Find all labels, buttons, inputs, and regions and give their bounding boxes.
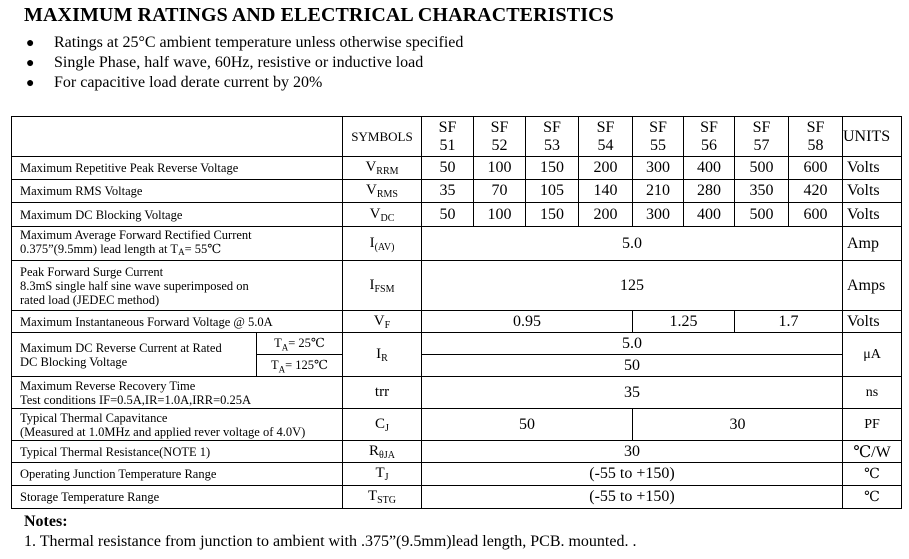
part-header: SF 53 xyxy=(526,117,579,157)
table-row xyxy=(12,180,902,203)
value-cell: 300 xyxy=(633,157,684,180)
unit-cell: PF xyxy=(843,409,902,441)
symbol-cell: $I_{FSM}$ xyxy=(343,261,422,311)
value-cell: 400 xyxy=(684,157,735,180)
value-cell: 50 xyxy=(422,203,474,227)
symbol-cell: trr xyxy=(343,377,422,409)
part-header: SF 54 xyxy=(579,117,633,157)
table-row xyxy=(12,409,902,441)
param-label: Storage Temperature Range xyxy=(12,486,343,509)
table-row xyxy=(12,203,902,227)
unit-cell: Volts xyxy=(843,180,902,203)
note-item: 1. Thermal resistance from junction to ambient with .375”(9.5mm)lead length, PCB. mounted. . xyxy=(24,533,637,550)
symbols-header: SYMBOLS xyxy=(343,117,422,157)
value-cell: 35 xyxy=(422,377,843,409)
table-row xyxy=(12,377,902,409)
value-cell: 500 xyxy=(735,203,789,227)
value-cell: 400 xyxy=(684,203,735,227)
value-cell: 600 xyxy=(789,157,843,180)
unit-cell: ns xyxy=(843,377,902,409)
value-cell: 30 xyxy=(633,409,843,441)
value-cell: 5.0 xyxy=(422,227,843,261)
param-label: Peak Forward Surge Current 8.3mS single half sine wave superimposed on rated load (JEDEC method) xyxy=(12,261,343,311)
list-item: ● For capacitive load derate current by 20% xyxy=(26,74,323,91)
value-cell: 140 xyxy=(579,180,633,203)
value-cell: (-55 to +150) xyxy=(422,463,843,486)
param-label: Maximum DC Reverse Current at Rated DC Blocking Voltage xyxy=(12,333,257,377)
value-cell: 600 xyxy=(789,203,843,227)
value-cell: 50 xyxy=(422,355,843,377)
conditions-list xyxy=(26,33,463,93)
list-item: ● Single Phase, half wave, 60Hz, resistive or inductive load xyxy=(26,54,424,71)
list-item: ● Ratings at 25°C ambient temperature unless otherwise specified xyxy=(26,34,464,51)
unit-cell: ℃/W xyxy=(843,441,902,463)
value-cell: 200 xyxy=(579,203,633,227)
table-row xyxy=(12,463,902,486)
table-header-row xyxy=(12,117,902,157)
unit-cell: Amp xyxy=(843,227,902,261)
table-row xyxy=(12,441,902,463)
symbol-cell: $T_{STG}$ xyxy=(343,486,422,509)
value-cell: 300 xyxy=(633,203,684,227)
value-cell: 280 xyxy=(684,180,735,203)
param-label: Maximum DC Blocking Voltage xyxy=(12,203,343,227)
value-cell: 420 xyxy=(789,180,843,203)
param-label: Operating Junction Temperature Range xyxy=(12,463,343,486)
header-blank xyxy=(12,117,343,157)
value-cell: 150 xyxy=(526,157,579,180)
table-row xyxy=(12,311,902,333)
unit-cell: Volts xyxy=(843,311,902,333)
part-header: SF 51 xyxy=(422,117,474,157)
value-cell: 0.95 xyxy=(422,311,633,333)
symbol-cell: $V_{RRM}$ xyxy=(343,157,422,180)
unit-cell: Volts xyxy=(843,203,902,227)
units-header: UNITS xyxy=(843,117,902,157)
value-cell: 210 xyxy=(633,180,684,203)
unit-cell: Amps xyxy=(843,261,902,311)
value-cell: (-55 to +150) xyxy=(422,486,843,509)
part-header: SF 57 xyxy=(735,117,789,157)
value-cell: 70 xyxy=(474,180,526,203)
value-cell: 30 xyxy=(422,441,843,463)
ratings-table xyxy=(11,116,902,509)
value-cell: 50 xyxy=(422,157,474,180)
param-label: Maximum Repetitive Peak Reverse Voltage xyxy=(12,157,343,180)
condition-cell: $T_A=$ 125℃ xyxy=(257,355,343,377)
symbol-cell: $V_{DC}$ xyxy=(343,203,422,227)
condition-cell: $T_A=$ 25℃ xyxy=(257,333,343,355)
value-cell: 105 xyxy=(526,180,579,203)
symbol-cell: $T_J$ xyxy=(343,463,422,486)
page-title: MAXIMUM RATINGS AND ELECTRICAL CHARACTERISTICS xyxy=(24,4,614,26)
value-cell: 350 xyxy=(735,180,789,203)
unit-cell: ℃ xyxy=(843,486,902,509)
notes-heading: Notes: xyxy=(24,513,68,530)
value-cell: 1.7 xyxy=(735,311,843,333)
unit-cell: Volts xyxy=(843,157,902,180)
table-row xyxy=(12,261,902,311)
value-cell: 5.0 xyxy=(422,333,843,355)
value-cell: 200 xyxy=(579,157,633,180)
part-header: SF 52 xyxy=(474,117,526,157)
notes-section xyxy=(24,512,636,552)
param-label: Maximum RMS Voltage xyxy=(12,180,343,203)
unit-cell: μA xyxy=(843,333,902,377)
table-row xyxy=(12,486,902,509)
symbol-cell: $V_F$ xyxy=(343,311,422,333)
symbol-cell: $I_R$ xyxy=(343,333,422,377)
part-header: SF 58 xyxy=(789,117,843,157)
table-row xyxy=(12,227,902,261)
value-cell: 35 xyxy=(422,180,474,203)
unit-cell: ℃ xyxy=(843,463,902,486)
part-header: SF 55 xyxy=(633,117,684,157)
value-cell: 500 xyxy=(735,157,789,180)
value-cell: 125 xyxy=(422,261,843,311)
value-cell: 100 xyxy=(474,157,526,180)
param-label: Maximum Reverse Recovery Time Test conditions IF=0.5A,IR=1.0A,IRR=0.25A xyxy=(12,377,343,409)
symbol-cell: $R_{\theta JA}$ xyxy=(343,441,422,463)
part-header: SF 56 xyxy=(684,117,735,157)
param-label: Maximum Average Forward Rectified Current 0.375”(9.5mm) lead length at $T_A=$ 55℃ xyxy=(12,227,343,261)
param-label: Typical Thermal Resistance(NOTE 1) xyxy=(12,441,343,463)
symbol-cell: $V_{RMS}$ xyxy=(343,180,422,203)
param-label: Typical Thermal Capavitance (Measured at 1.0MHz and applied rever voltage of 4.0V) xyxy=(12,409,343,441)
value-cell: 150 xyxy=(526,203,579,227)
table-row xyxy=(12,157,902,180)
param-label: Maximum Instantaneous Forward Voltage @ 5.0A xyxy=(12,311,343,333)
value-cell: 50 xyxy=(422,409,633,441)
value-cell: 1.25 xyxy=(633,311,735,333)
symbol-cell: $C_J$ xyxy=(343,409,422,441)
value-cell: 100 xyxy=(474,203,526,227)
table-row xyxy=(12,333,902,355)
symbol-cell: $I_{(AV)}$ xyxy=(343,227,422,261)
